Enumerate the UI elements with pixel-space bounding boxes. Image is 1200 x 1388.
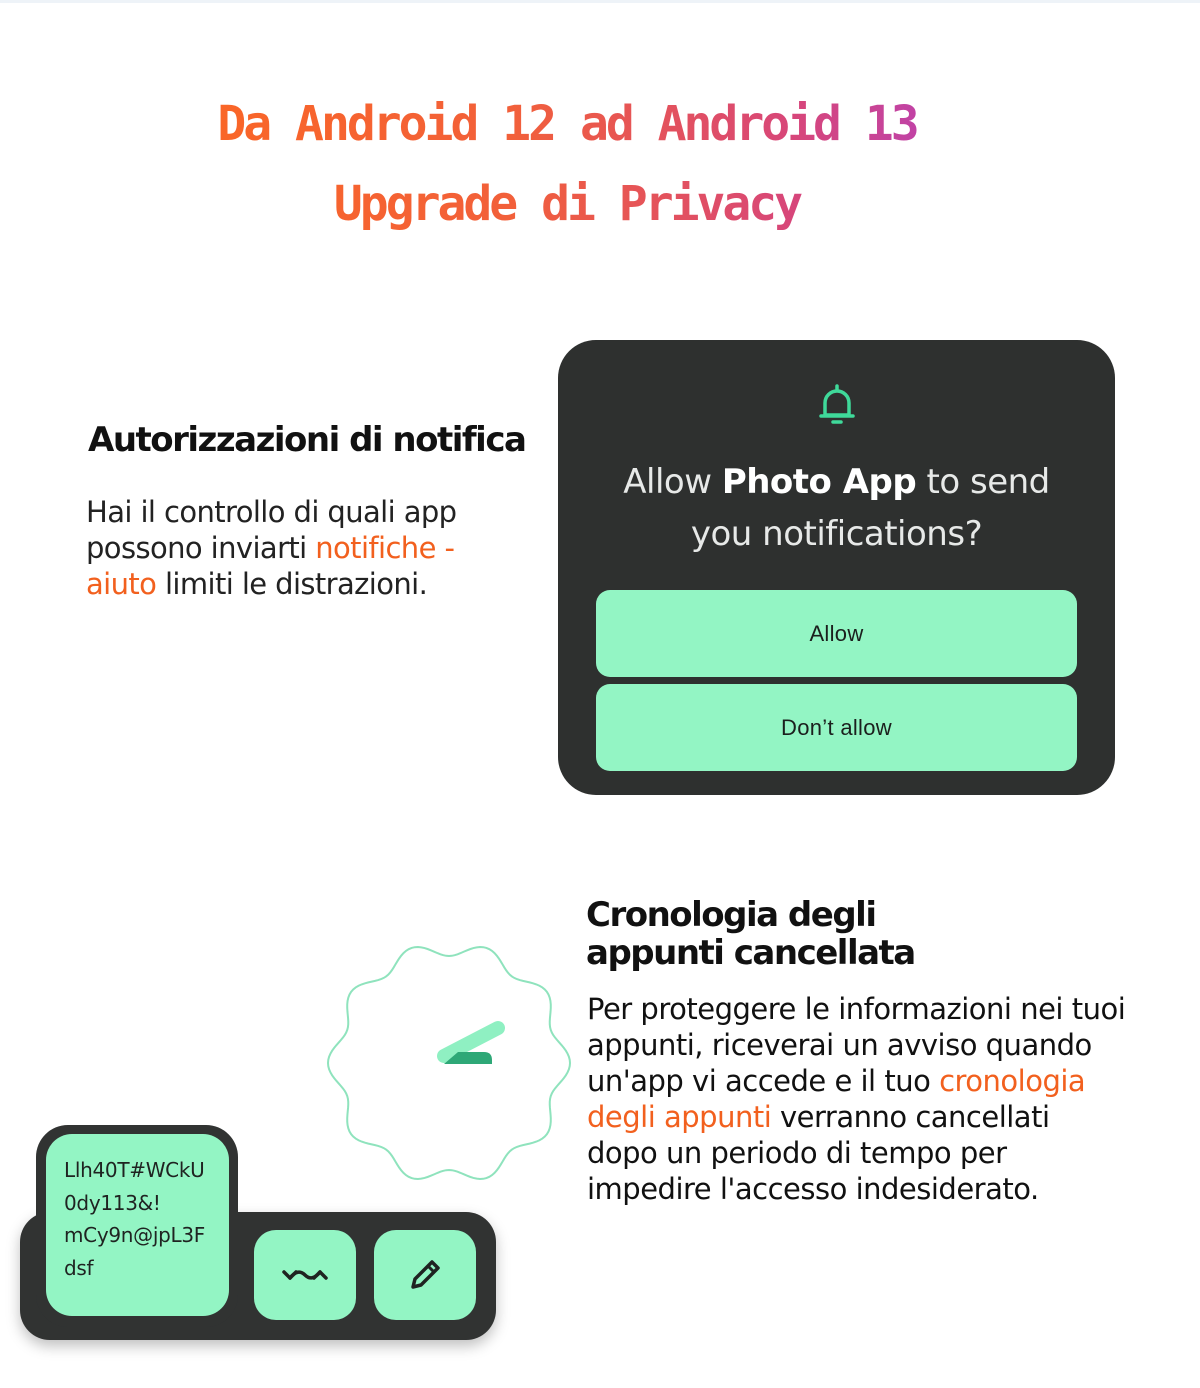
pencil-icon bbox=[405, 1255, 445, 1295]
dialog-message-start: Allow bbox=[623, 462, 722, 502]
page-title bbox=[0, 84, 1134, 244]
dialog-app-name: Photo App bbox=[721, 462, 917, 502]
clipboard-highlight: cronologia degli appunti bbox=[587, 1064, 1086, 1134]
dialog-message-end: to send you notifications? bbox=[690, 462, 1050, 554]
clipboard-line: mCy9n@jpL3F bbox=[64, 1223, 206, 1247]
clipboard-line: 0dy113&! bbox=[64, 1190, 161, 1215]
notifications-heading: Autorizzazioni di notifica bbox=[88, 420, 526, 460]
notifications-description bbox=[86, 494, 526, 602]
top-divider bbox=[0, 0, 1200, 3]
notification-permission-dialog bbox=[558, 340, 1115, 795]
clipboard-line: dsf bbox=[64, 1255, 94, 1280]
dialog-message bbox=[588, 456, 1085, 560]
dont-allow-button[interactable]: Don’t allow bbox=[596, 684, 1077, 771]
clipboard-text-start: Per proteggere le informazioni nei tuoi appunti, riceverai un avviso quando un'app vi accede e il tuo bbox=[587, 992, 1126, 1098]
clipboard-line: Llh40T#WCkU bbox=[64, 1158, 205, 1182]
notifications-text-start: Hai il controllo di quali app possono inviarti bbox=[86, 495, 457, 565]
bell-icon bbox=[817, 382, 857, 428]
notifications-text-end: limiti le distrazioni. bbox=[156, 567, 428, 601]
allow-button[interactable]: Allow bbox=[596, 590, 1077, 677]
clipboard-preview-card[interactable] bbox=[46, 1134, 229, 1316]
nearby-share-button[interactable] bbox=[254, 1230, 356, 1320]
nearby-share-icon bbox=[281, 1260, 329, 1290]
title-line-1: Da Android 12 ad Android 13 bbox=[0, 84, 1134, 164]
edit-button[interactable] bbox=[374, 1230, 476, 1320]
notifications-highlight: notifiche - aiuto bbox=[86, 531, 455, 601]
clipboard-text-end: verranno cancellati dopo un periodo di tempo per impedire l'accesso indesiderato. bbox=[587, 1100, 1050, 1206]
title-line-2: Upgrade di Privacy bbox=[0, 164, 1134, 244]
clipboard-description bbox=[587, 991, 1127, 1207]
clipboard-heading: Cronologia degli appunti cancellata bbox=[586, 895, 915, 973]
clock-badge-icon bbox=[326, 940, 572, 1186]
clipboard-content bbox=[64, 1154, 229, 1284]
